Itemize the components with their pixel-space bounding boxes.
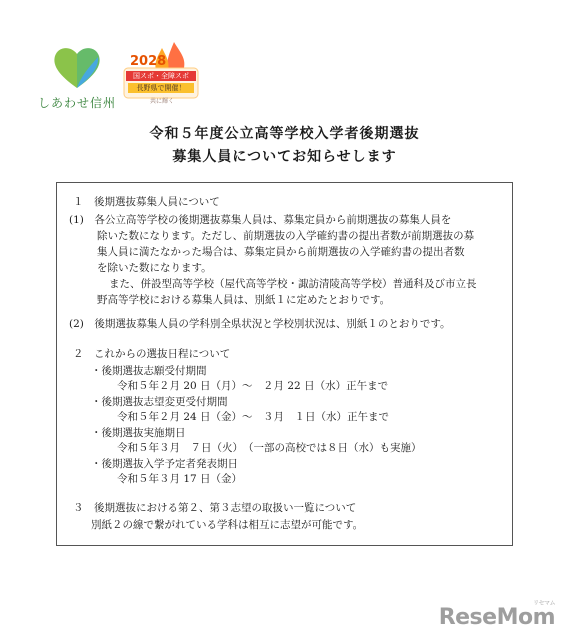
schedule-item-announcement-date: 令和５年３月 17 日（金） (117, 473, 243, 485)
heart-leaf-icon (52, 44, 102, 90)
schedule-item-application-date: 令和５年２月 20 日（月）～ ２月 22 日（水）正午まで (117, 380, 389, 392)
notice-content-box (56, 182, 513, 546)
logo-small-text: 共に輝く (150, 98, 175, 105)
schedule-item-change-date: 令和５年２月 24 日（金）～ ３月 １日（水）正午まで (117, 411, 390, 423)
section-1-item-1-line-2: 除いた数になります。ただし、前期選抜の入学確約書の提出者数が前期選抜の募 (97, 230, 475, 242)
schedule-item-exam-label: ・後期選抜実施期日 (91, 427, 186, 439)
schedule-item-change-label: ・後期選抜志望変更受付期間 (91, 396, 228, 408)
section-1-item-1-line-5: また、併設型高等学校（屋代高等学校・諏訪清陵高等学校）普通科及び市立長 (109, 278, 477, 290)
schedule-item-application-label: ・後期選抜志願受付期間 (91, 365, 207, 377)
logo-year: 2028 (130, 54, 167, 69)
logo-band-2: 長野県で開催！ (128, 83, 194, 93)
schedule-item-exam-date: 令和５年３月 ７日（火） （一部の高校では８日（水）も実施） (117, 442, 422, 454)
section-3-body: 別紙２の線で繋がれている学科は相互に志望が可能です。 (91, 519, 364, 531)
section-1-item-1-line-6: 野高等学校における募集人員は、別紙１に定めたとおりです。 (97, 294, 391, 306)
resemom-logo-text: ReseMom (438, 605, 555, 630)
resemom-kana: リセマム (533, 600, 555, 607)
logo-band: 国スポ・全障スポ (126, 71, 196, 81)
section-1-item-1-line-1: (1) 各公立高等学校の後期選抜募集人員は、募集定員から前期選抜の募集人員を (69, 214, 452, 226)
section-2-heading: ２ これからの選抜日程について (73, 348, 231, 360)
section-1-item-1-line-4: を除いた数になります。 (97, 262, 212, 274)
section-3-heading: ３ 後期選抜における第２、第３志望の取扱い一覧について (73, 502, 357, 514)
schedule-item-announcement-label: ・後期選抜入学予定者発表期日 (91, 458, 238, 470)
shinshu-caption: しあわせ信州 (38, 96, 117, 110)
page-title-line-2: 募集人員についてお知らせします (172, 149, 397, 165)
section-1-heading: １ 後期選抜募集人員について (73, 196, 220, 208)
section-1-item-2: (2) 後期選抜募集人員の学科別全県状況と学校別状況は、別紙１のとおりです。 (69, 318, 451, 330)
kokuspo-2028-logo (122, 40, 202, 106)
section-1-item-1-line-3: 集人員に満たなかった場合は、募集定員から前期選抜の入学確約書の提出者数 (97, 246, 465, 258)
page-title-line-1: 令和５年度公立高等学校入学者後期選抜 (149, 126, 420, 142)
resemom-watermark (438, 600, 555, 630)
